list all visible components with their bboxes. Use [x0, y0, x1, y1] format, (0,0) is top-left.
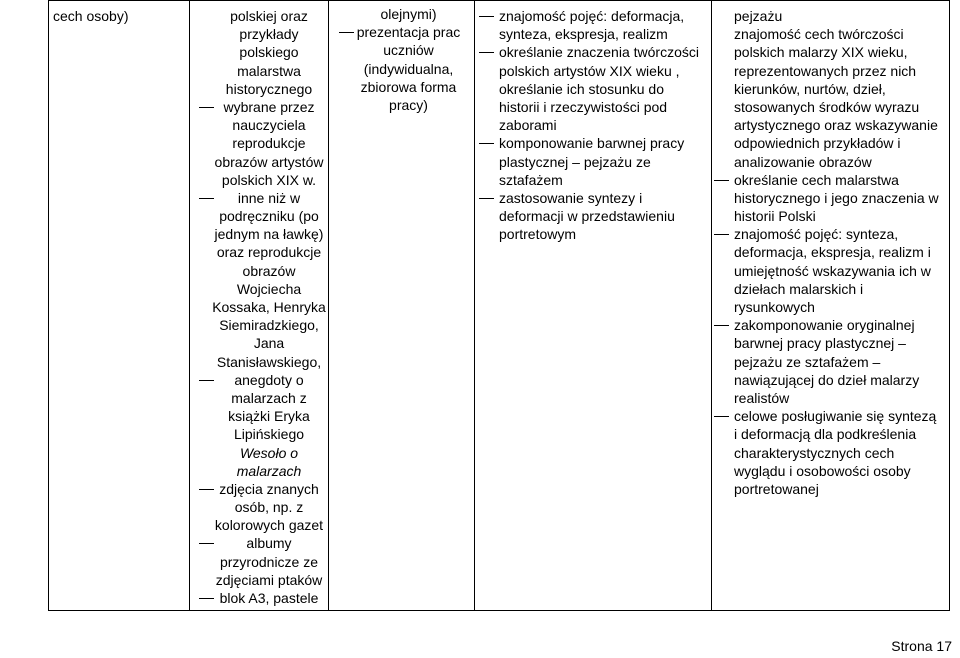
- line-text: (indywidualna,: [363, 60, 454, 77]
- line-text: kolorowych gazet: [214, 517, 324, 534]
- col-2-line: [190, 316, 328, 334]
- col-4-line: [475, 116, 711, 134]
- line-text: odpowiednich przykładów i: [734, 135, 901, 152]
- col-2-line: [190, 80, 328, 98]
- bullet-dash-icon: [339, 32, 354, 33]
- col-2-line: [190, 116, 328, 134]
- line-text: zdjęciami ptaków: [215, 571, 323, 588]
- col-4-line: [475, 80, 711, 98]
- line-text: Siemiradzkiego,: [219, 317, 319, 334]
- bullet-dash-icon: [714, 325, 729, 326]
- bullet-dash-icon: [479, 143, 494, 144]
- line-text: zastosowanie syntezy i: [499, 189, 643, 206]
- line-text: synteza, ekspresja, realizm: [499, 26, 668, 43]
- col-2-line: [190, 207, 328, 225]
- col-2-line: [190, 7, 328, 25]
- col-3-line: [329, 78, 474, 96]
- bullet-dash-icon: [479, 198, 494, 199]
- col-2-line: [190, 480, 328, 498]
- line-text: jednym na ławkę): [214, 226, 324, 243]
- line-text: deformacji w przedstawieniu: [499, 208, 675, 225]
- line-text: określanie ich stosunku do: [499, 80, 664, 97]
- bullet-dash-icon: [479, 52, 494, 53]
- line-text: realistów: [734, 389, 790, 406]
- col-5-line: [712, 480, 949, 498]
- col-2-line: [190, 389, 328, 407]
- line-text: oraz reprodukcje: [216, 244, 322, 261]
- col-5-line: [712, 7, 949, 25]
- line-text: nawiązującej do dzieł malarzy: [734, 371, 920, 388]
- line-text: portretowanej: [734, 480, 819, 497]
- col-4-line: [475, 134, 711, 152]
- line-text: anegdoty o: [234, 371, 304, 388]
- col-2-line: [190, 571, 328, 589]
- line-text: zdjęcia znanych: [219, 480, 319, 497]
- line-text: artystycznego oraz wskazywanie: [734, 117, 938, 134]
- col-4-line: [475, 171, 711, 189]
- line-text: analizowanie obrazów: [734, 153, 872, 170]
- line-text: olejnymi): [380, 6, 437, 22]
- bullet-dash-icon: [479, 16, 494, 17]
- line-text: inne niż w: [237, 189, 301, 206]
- line-text: prezentacja prac: [356, 24, 461, 41]
- line-text: zbiorowa forma: [360, 78, 457, 95]
- col-2-line: [190, 371, 328, 389]
- col-2-line: [190, 498, 328, 516]
- line-text: określanie znaczenia twórczości: [499, 44, 699, 61]
- line-text: Wesoło o: [239, 444, 299, 461]
- line-text: celowe posługiwanie się syntezą: [734, 408, 937, 425]
- line-text: podręczniku (po: [219, 208, 319, 225]
- line-text: zakomponowanie oryginalnej: [734, 317, 915, 334]
- col-4-line: [475, 62, 711, 80]
- bullet-dash-icon: [199, 598, 214, 599]
- col-2-line: [190, 462, 328, 480]
- col-2-line: [190, 298, 328, 316]
- col-5-cell: [712, 1, 950, 611]
- line-text: obrazów: [242, 262, 296, 279]
- col-2-line: [190, 62, 328, 80]
- col-4-line: [475, 207, 711, 225]
- table-row: [49, 1, 950, 611]
- bullet-dash-icon: [714, 180, 729, 181]
- col-5-line: [712, 116, 949, 134]
- line-text: książki Eryka: [228, 408, 310, 425]
- col-4-content: [475, 1, 711, 243]
- bullet-dash-icon: [714, 234, 729, 235]
- line-text: komponowanie barwnej pracy: [499, 135, 685, 152]
- line-text: Kossaka, Henryka: [212, 299, 326, 315]
- col-5-line: [712, 243, 949, 261]
- col-2-line: [190, 444, 328, 462]
- col-5-line: [712, 153, 949, 171]
- line-text: historycznego: [225, 80, 313, 97]
- line-text: historii Polski: [734, 208, 816, 225]
- line-text: określanie cech malarstwa: [734, 171, 899, 188]
- col-5-line: [712, 389, 949, 407]
- line-text: polskiej oraz: [230, 8, 308, 24]
- line-text: polskiego: [239, 44, 299, 61]
- line-text: albumy: [246, 535, 292, 552]
- col-2-line: [190, 134, 328, 152]
- line-text: znajomość pojęć: deformacja,: [499, 8, 685, 24]
- line-text: uczniów: [383, 42, 434, 59]
- line-text: stosowanych środków wyrazu: [734, 98, 920, 115]
- line-text: Jana: [253, 335, 285, 352]
- col-5-line: [712, 225, 949, 243]
- col-2-line: [190, 589, 328, 607]
- line-text: reprezentowanych przez nich: [734, 62, 917, 79]
- col-4-line: [475, 7, 711, 25]
- col-3-line: [329, 41, 474, 59]
- col-2-line: [190, 153, 328, 171]
- col-3-line: [329, 23, 474, 41]
- page-number: Strona 17: [891, 637, 952, 654]
- col-5-line: [712, 80, 949, 98]
- col-5-line: [712, 25, 949, 43]
- line-text: znajomość pojęć: synteza,: [734, 226, 899, 243]
- line-text: pracy): [389, 96, 428, 113]
- col-2-cell: [190, 1, 329, 611]
- line-text: historii i rzeczywistości pod: [499, 98, 668, 115]
- col-5-line: [712, 62, 949, 80]
- line-text: kierunków, nurtów, dzieł,: [734, 80, 886, 97]
- line-text: reprodukcje: [232, 135, 306, 152]
- line-text: Wojciecha: [236, 280, 302, 297]
- col-2-line: [190, 425, 328, 443]
- col-5-line: [712, 134, 949, 152]
- col-5-line: [712, 280, 949, 298]
- col-2-line: [190, 334, 328, 352]
- line-text: pejzażu ze sztafażem –: [734, 353, 881, 370]
- line-text: barwnej pracy plastycznej –: [734, 335, 906, 352]
- col-2-line: [190, 43, 328, 61]
- bullet-dash-icon: [199, 543, 214, 544]
- col-1-line: cech osoby): [53, 8, 129, 24]
- col-4-line: [475, 98, 711, 116]
- line-text: plastycznej – pejzażu ze: [499, 153, 651, 170]
- col-2-line: [190, 243, 328, 261]
- line-text: polskich artystów XIX wieku ,: [499, 62, 680, 79]
- line-text: polskich XIX w.: [221, 171, 317, 188]
- col-5-line: [712, 353, 949, 371]
- line-text: obrazów artystów: [214, 153, 324, 170]
- line-text: malarzach: [236, 462, 302, 479]
- col-3-line: [329, 96, 474, 114]
- line-text: charakterystycznych cech: [734, 444, 895, 461]
- col-2-line: [190, 262, 328, 280]
- col-5-line: [712, 407, 949, 425]
- col-5-line: [712, 98, 949, 116]
- col-5-line: [712, 171, 949, 189]
- col-5-line: [712, 316, 949, 334]
- line-text: polskich malarzy XIX wieku,: [734, 44, 908, 61]
- line-text: dziełach malarskich i: [734, 280, 864, 297]
- line-text: wybrane przez: [223, 98, 315, 115]
- col-2-content: [190, 1, 328, 607]
- col-2-line: [190, 353, 328, 371]
- line-text: malarzach z: [231, 389, 307, 406]
- col-3-line: [329, 5, 474, 23]
- line-text: i deformacją dla podkreślenia: [734, 426, 917, 443]
- col-4-cell: [475, 1, 712, 611]
- bullet-dash-icon: [199, 380, 214, 381]
- line-text: deformacja, ekspresja, realizm i: [734, 244, 931, 261]
- line-text: wyglądu i osobowości osoby: [734, 462, 911, 479]
- col-5-line: [712, 189, 949, 207]
- col-5-line: [712, 207, 949, 225]
- line-text: umiejętność wskazywania ich w: [734, 262, 931, 279]
- line-text: historycznego i jego znaczenia w: [734, 189, 939, 206]
- col-3-content: [329, 1, 474, 114]
- bullet-dash-icon: [714, 416, 729, 417]
- col-5-line: [712, 262, 949, 280]
- col-4-line: [475, 43, 711, 61]
- line-text: zaborami: [499, 117, 557, 134]
- col-2-line: [190, 171, 328, 189]
- col-5-line: [712, 444, 949, 462]
- col-5-line: [712, 43, 949, 61]
- col-3-line: [329, 60, 474, 78]
- col-2-line: [190, 534, 328, 552]
- line-text: pejzażu: [734, 8, 783, 24]
- col-5-line: [712, 462, 949, 480]
- bullet-dash-icon: [199, 198, 214, 199]
- col-2-line: [190, 553, 328, 571]
- col-2-line: [190, 280, 328, 298]
- line-text: Lipińskiego: [233, 426, 305, 443]
- line-text: portretowym: [499, 226, 577, 243]
- col-2-line: [190, 516, 328, 534]
- col-5-line: [712, 334, 949, 352]
- col-5-content: [712, 1, 949, 498]
- col-2-line: [190, 98, 328, 116]
- col-2-line: [190, 225, 328, 243]
- col-4-line: [475, 153, 711, 171]
- line-text: przykłady: [239, 26, 299, 43]
- line-text: rysunkowych: [734, 299, 815, 315]
- line-text: nauczyciela: [232, 117, 306, 134]
- col-5-line: [712, 371, 949, 389]
- line-text: malarstwa: [237, 62, 301, 79]
- curriculum-table: [48, 0, 950, 611]
- col-5-line: [712, 298, 949, 316]
- col-2-line: [190, 25, 328, 43]
- col-4-line: [475, 189, 711, 207]
- col-1-content: [53, 7, 189, 25]
- col-4-line: [475, 25, 711, 43]
- line-text: Stanisławskiego,: [216, 353, 322, 370]
- col-2-line: [190, 407, 328, 425]
- line-text: znajomość cech twórczości: [734, 26, 904, 43]
- line-text: osób, np. z: [234, 499, 304, 516]
- col-3-cell: [329, 1, 475, 611]
- bullet-dash-icon: [199, 489, 214, 490]
- col-1-cell: [49, 1, 190, 611]
- line-text: sztafażem: [499, 171, 563, 188]
- col-2-line: [190, 189, 328, 207]
- col-4-line: [475, 225, 711, 243]
- col-5-line: [712, 425, 949, 443]
- line-text: przyrodnicze ze: [219, 553, 319, 570]
- bullet-dash-icon: [199, 107, 214, 108]
- line-text: blok A3, pastele: [219, 590, 319, 606]
